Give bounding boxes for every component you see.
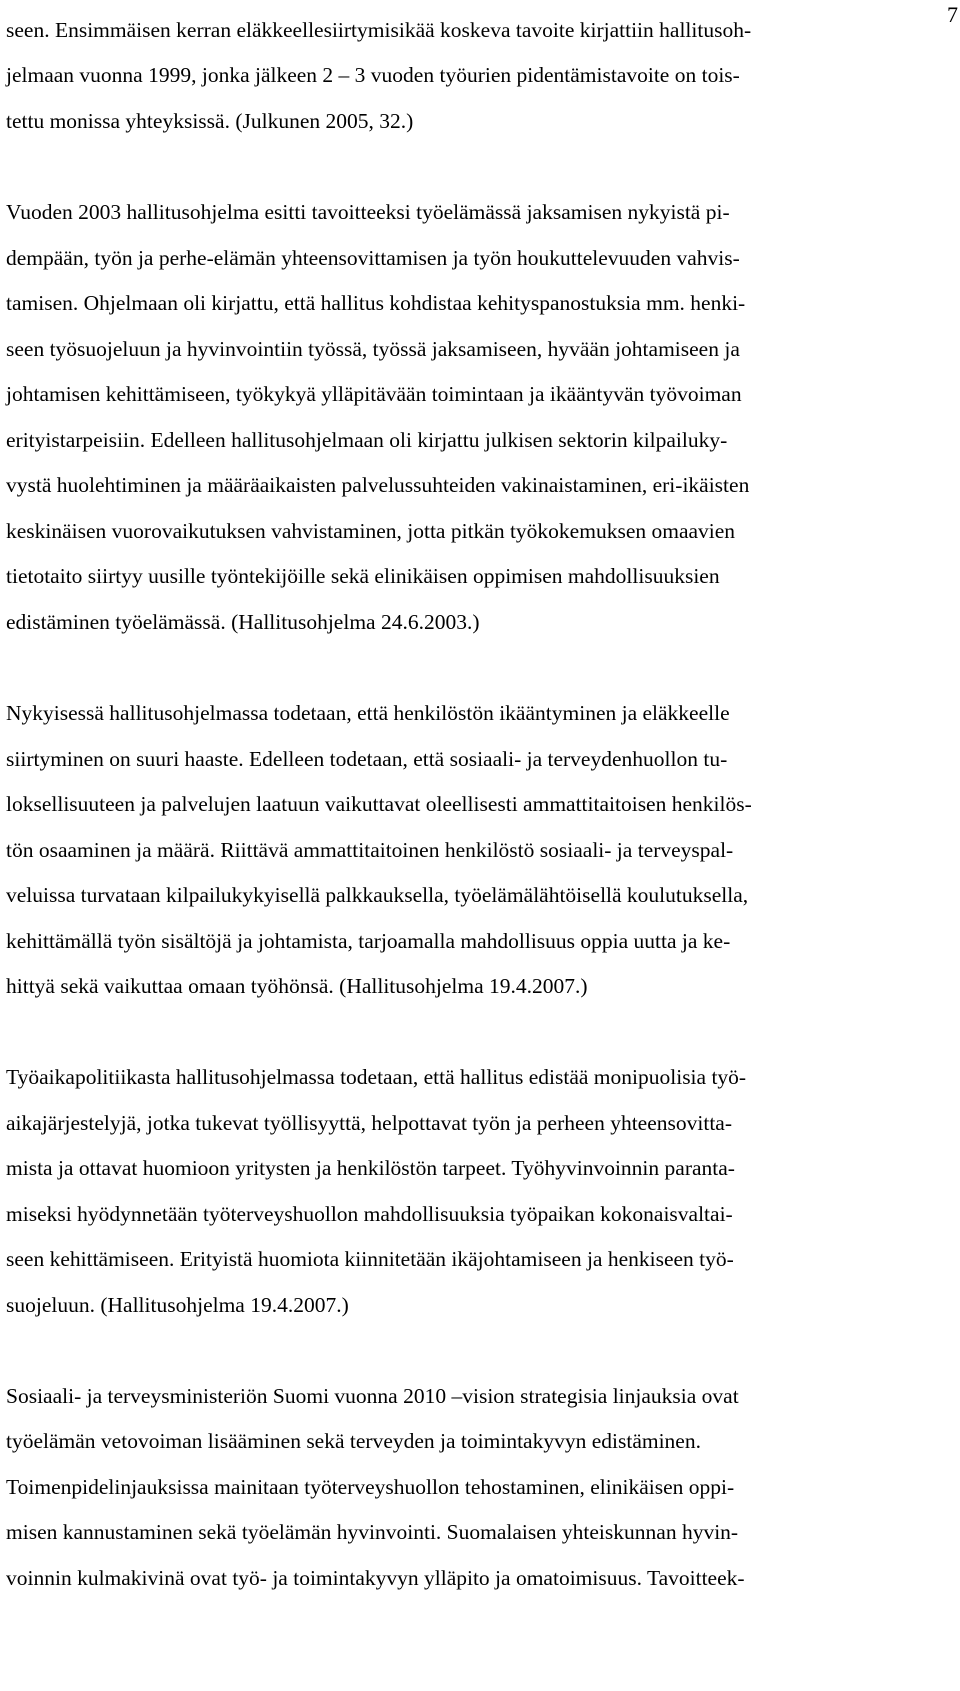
paragraph-2-line: tietotaito siirtyy uusille työntekijöille sekä elinikäisen oppimisen mahdollisuuksien bbox=[6, 564, 720, 588]
paragraph-5-line: työelämän vetovoiman lisääminen sekä terveyden ja toimintakyvyn edistäminen. bbox=[6, 1429, 701, 1453]
paragraph-5-line: Sosiaali- ja terveysministeriön Suomi vuonna 2010 –vision strategisia linjauksia ovat bbox=[6, 1384, 739, 1408]
paragraph-2-line: erityistarpeisiin. Edelleen hallitusohjelmaan oli kirjattu julkisen sektorin kilpailuky- bbox=[6, 428, 728, 452]
paragraph-2-line: vystä huolehtiminen ja määräaikaisten palvelussuhteiden vakinaistaminen, eri-ikäisten bbox=[6, 473, 750, 497]
paragraph-4-line: Työaikapolitiikasta hallitusohjelmassa todetaan, että hallitus edistää monipuolisia työ- bbox=[6, 1065, 747, 1089]
paragraph-4-line: suojeluun. (Hallitusohjelma 19.4.2007.) bbox=[6, 1293, 349, 1317]
paragraph-4-line: aikajärjestelyjä, jotka tukevat työllisyyttä, helpottavat työn ja perheen yhteensovitta- bbox=[6, 1111, 732, 1135]
paragraph-1-line: jelmaan vuonna 1999, jonka jälkeen 2 – 3 vuoden työurien pidentämistavoite on tois- bbox=[6, 63, 740, 87]
paragraph-5-line: misen kannustaminen sekä työelämän hyvinvointi. Suomalaisen yhteiskunnan hyvin- bbox=[6, 1520, 739, 1544]
paragraph-2-line: seen työsuojeluun ja hyvinvointiin työssä, työssä jaksamiseen, hyvään johtamiseen ja bbox=[6, 337, 740, 361]
page-number: 7 bbox=[947, 2, 958, 27]
paragraph-3-line: siirtyminen on suuri haaste. Edelleen todetaan, että sosiaali- ja terveydenhuollon tu- bbox=[6, 747, 728, 771]
paragraph-4-line: miseksi hyödynnetään työterveyshuollon mahdollisuuksia työpaikan kokonaisvaltai- bbox=[6, 1202, 733, 1226]
paragraph-2-line: Vuoden 2003 hallitusohjelma esitti tavoitteeksi työelämässä jaksamisen nykyistä pi- bbox=[6, 200, 730, 224]
paragraph-3-line: tön osaaminen ja määrä. Riittävä ammattitaitoinen henkilöstö sosiaali- ja terveyspal- bbox=[6, 838, 734, 862]
paragraph-4-line: mista ja ottavat huomioon yritysten ja henkilöstön tarpeet. Työhyvinvoinnin paranta- bbox=[6, 1156, 735, 1180]
paragraph-2-line: johtamisen kehittämiseen, työkykyä ylläpitävään toimintaan ja ikääntyvän työvoiman bbox=[6, 382, 742, 406]
paragraph-3-line: loksellisuuteen ja palvelujen laatuun vaikuttavat oleellisesti ammattitaitoisen henkilös- bbox=[6, 792, 752, 816]
paragraph-4-line: seen kehittämiseen. Erityistä huomiota kiinnitetään ikäjohtamiseen ja henkiseen työ- bbox=[6, 1247, 734, 1271]
paragraph-3-line: Nykyisessä hallitusohjelmassa todetaan, että henkilöstön ikääntyminen ja eläkkeelle bbox=[6, 701, 730, 725]
paragraph-3-line: veluissa turvataan kilpailukykyisellä palkkauksella, työelämälähtöisellä koulutuksella, bbox=[6, 883, 749, 907]
paragraph-5-line: voinnin kulmakivinä ovat työ- ja toimintakyvyn ylläpito ja omatoimisuus. Tavoitteek- bbox=[6, 1566, 745, 1590]
paragraph-3-line: kehittämällä työn sisältöjä ja johtamista, tarjoamalla mahdollisuus oppia uutta ja ke- bbox=[6, 929, 731, 953]
paragraph-2-line: keskinäisen vuorovaikutuksen vahvistaminen, jotta pitkän työkokemuksen omaavien bbox=[6, 519, 736, 543]
paragraph-2-line: dempään, työn ja perhe-elämän yhteensovittamisen ja työn houkuttelevuuden vahvis- bbox=[6, 246, 740, 270]
paragraph-2-line: tamisen. Ohjelmaan oli kirjattu, että hallitus kohdistaa kehityspanostuksia mm. henki- bbox=[6, 291, 746, 315]
paragraph-1-line: seen. Ensimmäisen kerran eläkkeellesiirtymisikää koskeva tavoite kirjattiin hallitusoh- bbox=[6, 18, 752, 42]
paragraph-5-line: Toimenpidelinjauksissa mainitaan työterveyshuollon tehostaminen, elinikäisen oppi- bbox=[6, 1475, 735, 1499]
paragraph-1-line: tettu monissa yhteyksissä. (Julkunen 2005, 32.) bbox=[6, 109, 414, 133]
paragraph-2-line: edistäminen työelämässä. (Hallitusohjelma 24.6.2003.) bbox=[6, 610, 480, 634]
paragraph-3-line: hittyä sekä vaikuttaa omaan työhönsä. (Hallitusohjelma 19.4.2007.) bbox=[6, 974, 588, 998]
